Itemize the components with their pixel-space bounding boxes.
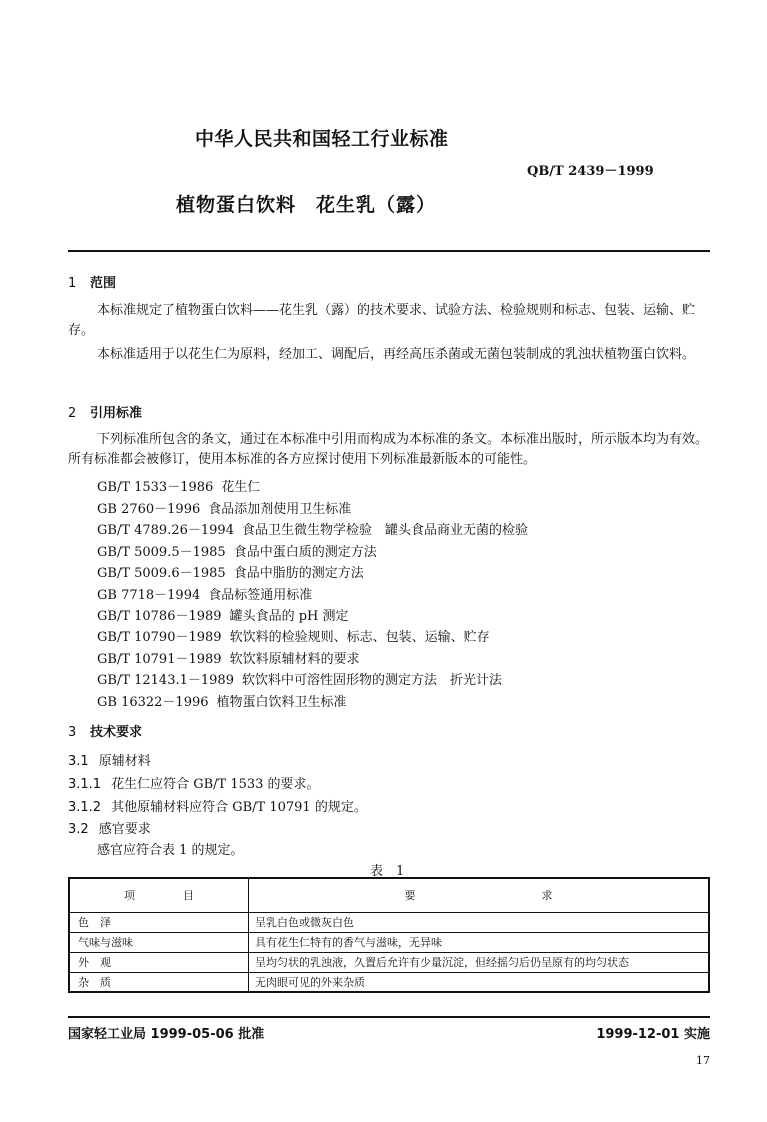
table-caption: 表 1 [370, 864, 405, 879]
clause-3-1-2: 3.1.2 其他原辅材料应符合 GB/T 10791 的规定。 [68, 800, 367, 815]
table-cell-requirement: 无肉眼可见的外来杂质 [249, 972, 710, 992]
table-row [69, 912, 709, 932]
table-cell-requirement: 具有花生仁特有的香气与滋味，无异味 [249, 932, 710, 952]
table-cell-item: 外 观 [69, 952, 249, 972]
footer-divider [68, 1016, 710, 1018]
table-row [69, 952, 709, 972]
reference-item: GB/T 12143.1－1989 软饮料中可溶性固形物的测定方法 折光计法 [97, 673, 502, 688]
page-number: 17 [696, 1054, 710, 1067]
header-divider [68, 250, 710, 252]
table-cell-requirement: 呈乳白色或微灰白色 [249, 912, 710, 932]
reference-item: GB/T 10790－1989 软饮料的检验规则、标志、包装、运输、贮存 [97, 630, 490, 645]
table-header-item: 项 目 [69, 878, 249, 912]
section-2-paragraph: 下列标准所包含的条文，通过在本标准中引用而构成为本标准的条文。本标准出版时，所示版本均为有效。所有标准都会被修订，使用本标准的各方应探讨使用下列标准最新版本的可能性。 [68, 432, 709, 467]
table-cell-item: 气味与滋味 [69, 932, 249, 952]
reference-item: GB/T 10786－1989 罐头食品的 pH 测定 [97, 609, 349, 624]
table-row [69, 972, 709, 992]
table-header-requirement: 要 求 [249, 878, 710, 912]
reference-item: GB 2760－1996 食品添加剂使用卫生标准 [97, 502, 352, 517]
clause-3-2: 3.2 感官要求 [68, 822, 151, 837]
table-cell-item: 杂 质 [69, 972, 249, 992]
sensory-requirements-table [68, 877, 710, 993]
reference-item: GB 16322－1996 植物蛋白饮料卫生标准 [97, 695, 347, 710]
section-2-heading: 2 引用标准 [68, 406, 143, 421]
approval-line: 国家轻工业局 1999-05-06 批准 [68, 1027, 265, 1042]
org-title: 中华人民共和国轻工行业标准 [195, 128, 449, 150]
reference-item: GB/T 5009.6－1985 食品中脂肪的测定方法 [97, 566, 364, 581]
implementation-line: 1999-12-01 实施 [596, 1027, 710, 1042]
reference-item: GB 7718－1994 食品标签通用标准 [97, 588, 313, 603]
table-cell-item: 色 泽 [69, 912, 249, 932]
section-1-heading: 1 范围 [68, 276, 117, 291]
reference-item: GB/T 1533－1986 花生仁 [97, 480, 261, 495]
table-header-row [69, 878, 709, 912]
document-title: 植物蛋白饮料 花生乳（露） [176, 194, 437, 216]
clause-3-1: 3.1 原辅材料 [68, 754, 151, 769]
clause-3-1-1: 3.1.1 花生仁应符合 GB/T 1533 的要求。 [68, 777, 320, 792]
standard-code: QB/T 2439－1999 [527, 164, 654, 179]
table-cell-requirement: 呈均匀状的乳浊液，久置后允许有少量沉淀，但经摇匀后仍呈原有的均匀状态 [249, 952, 710, 972]
reference-item: GB/T 5009.5－1985 食品中蛋白质的测定方法 [97, 545, 377, 560]
reference-item: GB/T 10791－1989 软饮料原辅材料的要求 [97, 652, 360, 667]
reference-item: GB/T 4789.26－1994 食品卫生微生物学检验 罐头食品商业无菌的检验 [97, 523, 528, 538]
table-row [69, 932, 709, 952]
section-3-heading: 3 技术要求 [68, 725, 143, 740]
section-1-paragraph-2: 本标准适用于以花生仁为原料，经加工、调配后，再经高压杀菌或无菌包装制成的乳浊状植物蛋白饮料。 [97, 347, 696, 362]
clause-3-2-paragraph: 感官应符合表 1 的规定。 [97, 843, 244, 858]
section-1-paragraph-1: 本标准规定了植物蛋白饮料——花生乳（露）的技术要求、试验方法、检验规则和标志、包装、运输、贮存。 [68, 303, 696, 338]
